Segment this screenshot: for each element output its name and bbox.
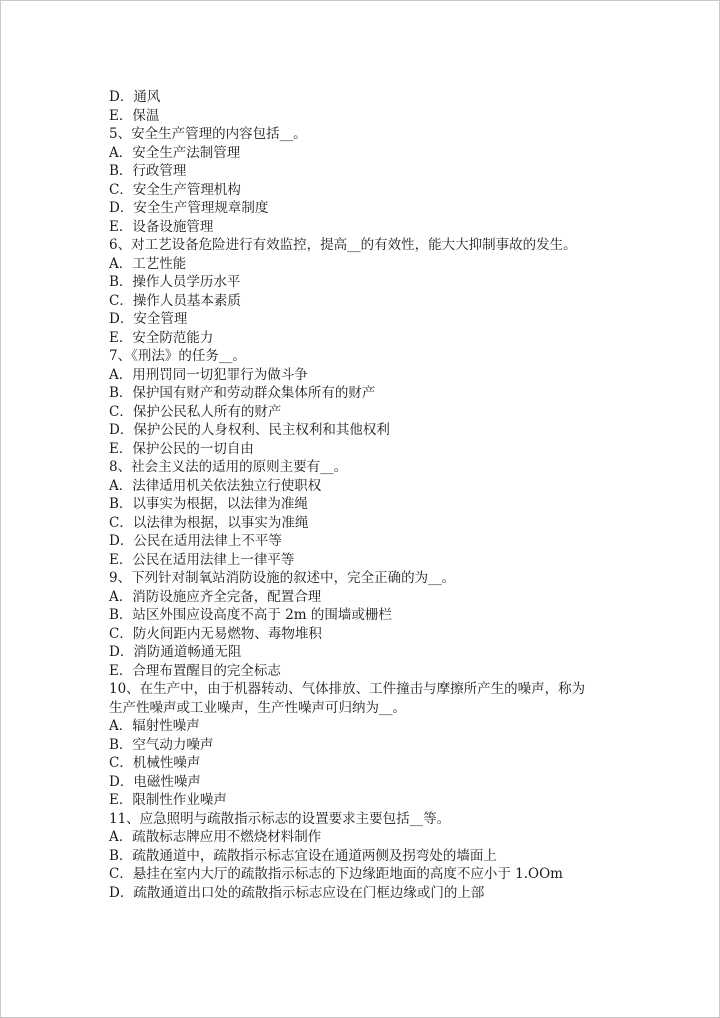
text-line: 9、下列针对制氧站消防设施的叙述中，完全正确的为__。: [109, 570, 456, 586]
text-line: B．空气动力噪声: [109, 736, 214, 753]
text-line: D．电磁性噪声: [109, 773, 201, 790]
text-line: B．站区外围应设高度不高于 2m 的围墙或栅栏: [109, 607, 392, 623]
text-line: C．操作人员基本素质: [109, 292, 241, 309]
text-line: C．悬挂在室内大厅的疏散指示标志的下边缘距地面的高度不应小于 1.OOm: [109, 866, 563, 882]
text-line: A．疏散标志牌应用不燃烧材料制作: [109, 829, 322, 845]
text-line: A．消防设施应齐全完备，配置合理: [109, 588, 322, 605]
text-line: C．以法律为根据，以事实为准绳: [109, 514, 309, 531]
text-line: E．保温: [109, 107, 160, 124]
text-line: 11、应急照明与疏散指示标志的设置要求主要包括__等。: [109, 810, 451, 827]
text-line: E．公民在适用法律上一律平等: [109, 551, 295, 568]
text-line: D．通风: [109, 89, 161, 105]
text-line: A．法律适用机关依法独立行使职权: [109, 477, 322, 494]
text-line: C．防火间距内无易燃物、毒物堆积: [109, 625, 322, 642]
text-line: 7、《刑法》的任务__。: [109, 348, 246, 364]
text-line: C．安全生产管理机构: [109, 181, 241, 198]
text-line: 5、安全生产管理的内容包括__。: [109, 126, 307, 142]
text-line: D．公民在适用法律上不平等: [109, 533, 282, 549]
text-line: B．疏散通道中，疏散指示标志宜设在通道两侧及拐弯处的墙面上: [109, 847, 497, 864]
text-line: E．安全防范能力: [109, 329, 214, 346]
text-line: D．消防通道畅通无阻: [109, 644, 242, 660]
text-line: C．保护公民私人所有的财产: [109, 403, 282, 420]
text-line: E．保护公民的一切自由: [109, 440, 254, 457]
text-line: B．操作人员学历水平: [109, 274, 241, 290]
text-line: A．用刑罚同一切犯罪行为做斗争: [109, 366, 308, 383]
text-line: B．行政管理: [109, 163, 187, 179]
text-line: A．辐射性噪声: [109, 718, 200, 734]
text-line: E．限制性作业噪声: [109, 792, 227, 808]
text-line: E．设备设施管理: [109, 218, 214, 235]
text-line: B．以事实为根据，以法律为准绳: [109, 496, 308, 512]
text-line: B．保护国有财产和劳动群众集体所有的财产: [109, 385, 376, 401]
text-line: D．安全管理: [109, 311, 188, 327]
text-line: A．安全生产法制管理: [109, 144, 241, 161]
text-line: D．安全生产管理规章制度: [109, 200, 269, 216]
text-line: D．疏散通道出口处的疏散指示标志应设在门框边缘或门的上部: [109, 884, 485, 901]
text-line: 生产性噪声或工业噪声，生产性噪声可归纳为__。: [109, 699, 406, 716]
document-body: [109, 88, 629, 902]
text-line: 10、在生产中，由于机器转动、气体排放、工件撞击与摩擦所产生的噪声，称为: [109, 681, 586, 697]
text-line: 6、对工艺设备危险进行有效监控，提高__的有效性，能大大抑制事故的发生。: [109, 237, 577, 253]
text-line: C．机械性噪声: [109, 755, 201, 771]
text-line: A．工艺性能: [109, 255, 187, 272]
text-line: 8、社会主义法的适用的原则主要有__。: [109, 459, 348, 475]
text-line: E．合理布置醒目的完全标志: [109, 662, 281, 679]
text-line: D．保护公民的人身权利、民主权利和其他权利: [109, 422, 390, 438]
